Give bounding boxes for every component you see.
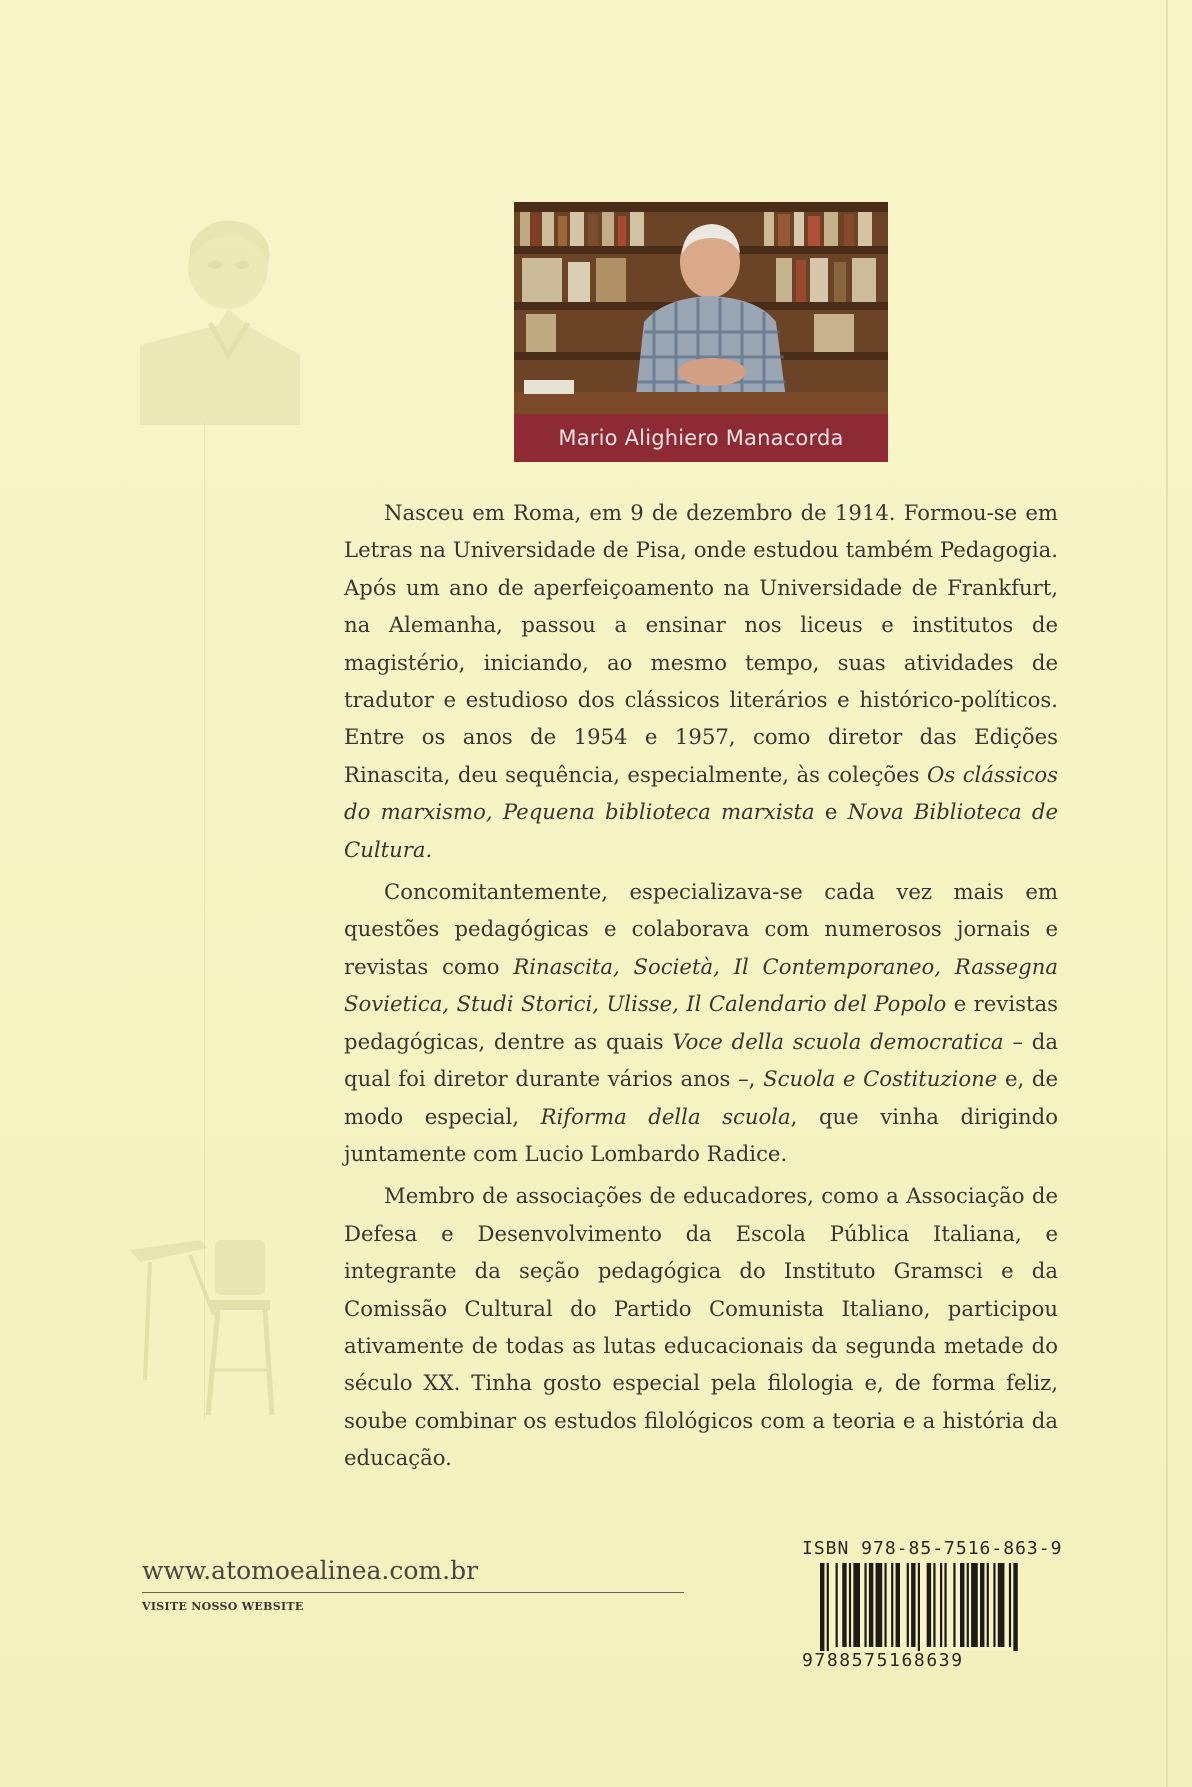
barcode-bar xyxy=(849,1563,851,1647)
barcode-digits: 9788575168639 xyxy=(802,1650,964,1671)
author-biography xyxy=(344,494,1058,1482)
bio-italic-title: Riforma della scuola xyxy=(540,1103,791,1129)
bio-italic-title: Voce della scuola democratica xyxy=(672,1028,1004,1054)
website-underline xyxy=(142,1592,684,1593)
barcode-bar xyxy=(940,1563,942,1647)
barcode-bar xyxy=(884,1563,886,1647)
barcode-bar xyxy=(827,1563,829,1651)
barcode-bar xyxy=(853,1563,860,1647)
bio-text: Concomitantemente, especializava-se cada vez mais em questões pedagógicas e colaborava com numerosos jornais e revistas como xyxy=(344,879,1058,979)
barcode-icon xyxy=(820,1563,1020,1651)
barcode-bar xyxy=(907,1563,909,1647)
bio-paragraph-3: Membro de associações de educadores, como a Associação de Defesa e Desenvolvimento da Escola Pública Italiana, e integrante da seção pedagógica do Instituto Gramsci e da Comissão Cultural do Partido Comunista Italiano, participou ativamente de todas as lutas educacionais da segunda metade do século XX. Tinha gosto especial pela filologia e, de forma feliz, soube combinar os estudos filológicos com a teoria e a história da educação. xyxy=(344,1183,1058,1471)
barcode-bar xyxy=(933,1563,935,1647)
barcode-bar xyxy=(836,1563,838,1647)
bio-italic-title: Os clássicos do marxismo, Pequena biblioteca marxista xyxy=(344,761,1058,825)
barcode-bar xyxy=(967,1563,969,1647)
barcode-bar xyxy=(820,1563,824,1651)
bio-text: Nasceu em Roma, em 9 de dezembro de 1914. Formou-se em Letras na Universidade de Pisa, onde estudou também Pedagogia. Após um ano de aperfeiçoamento na Universidade de Frankfurt, na Alemanha, passou a ensinar nos liceus e institutos de magistério, iniciando, ao mesmo tempo, suas atividades de tradutor e estudioso dos clássicos literários e histórico-políticos. Entre os anos de 1954 e 1957, como diretor das Edições Rinascita, deu sequência, especialmente, às coleções xyxy=(344,500,1058,787)
barcode-bar xyxy=(864,1563,866,1647)
bio-text: e revistas pedagógicas, dentre as quais xyxy=(344,991,1058,1054)
barcode-bar xyxy=(876,1563,883,1647)
spine-edge xyxy=(1166,0,1168,1787)
barcode-bar xyxy=(953,1563,955,1647)
barcode-bar xyxy=(993,1563,995,1647)
bio-italic-title: Rinascita, Società, Il Contemporaneo, Rassegna Sovietica, Studi Storici, Ulisse, Il Calendario del Popolo xyxy=(344,953,1059,1017)
bio-italic-title: Scuola e Costituzione xyxy=(763,1066,998,1092)
portrait-watermark-icon xyxy=(140,205,300,425)
isbn-label: ISBN 978-85-7516-863-9 xyxy=(802,1538,1063,1559)
barcode-bar xyxy=(911,1563,915,1647)
barcode-bar xyxy=(944,1563,946,1647)
photo-caption: Mario Alighiero Manacorda xyxy=(514,414,888,462)
bio-text: e xyxy=(814,799,848,825)
barcode-bar xyxy=(896,1563,900,1647)
bio-paragraph-2 xyxy=(344,873,1058,1172)
barcode-bar xyxy=(971,1563,978,1647)
school-desk-watermark-icon xyxy=(130,1240,290,1420)
barcode-bar xyxy=(980,1563,984,1647)
barcode-bar xyxy=(918,1563,920,1651)
barcode-bar xyxy=(842,1563,846,1647)
barcode-bar xyxy=(869,1563,873,1647)
barcode-bar xyxy=(987,1563,989,1647)
barcode-bar xyxy=(927,1563,931,1647)
barcode-bar xyxy=(891,1563,893,1647)
barcode-bar xyxy=(1013,1563,1017,1651)
barcode-bar xyxy=(1009,1563,1011,1647)
bio-paragraph-1 xyxy=(344,494,1058,868)
website-link[interactable]: www.atomoealinea.com.br xyxy=(142,1556,479,1585)
bio-text: , que vinha dirigindo juntamente com Lucio Lombardo Radice. xyxy=(344,1103,1059,1166)
barcode-bar xyxy=(998,1563,1005,1647)
barcode-bar xyxy=(960,1563,964,1647)
website-label: VISITE NOSSO WEBSITE xyxy=(142,1600,304,1613)
bio-text: e, de modo especial, xyxy=(344,1066,1058,1129)
author-photo xyxy=(514,202,888,414)
bio-italic-title: Nova Biblioteca de Cultura. xyxy=(344,799,1058,862)
bio-text: – da qual foi diretor durante vários anos –, xyxy=(344,1028,1058,1092)
